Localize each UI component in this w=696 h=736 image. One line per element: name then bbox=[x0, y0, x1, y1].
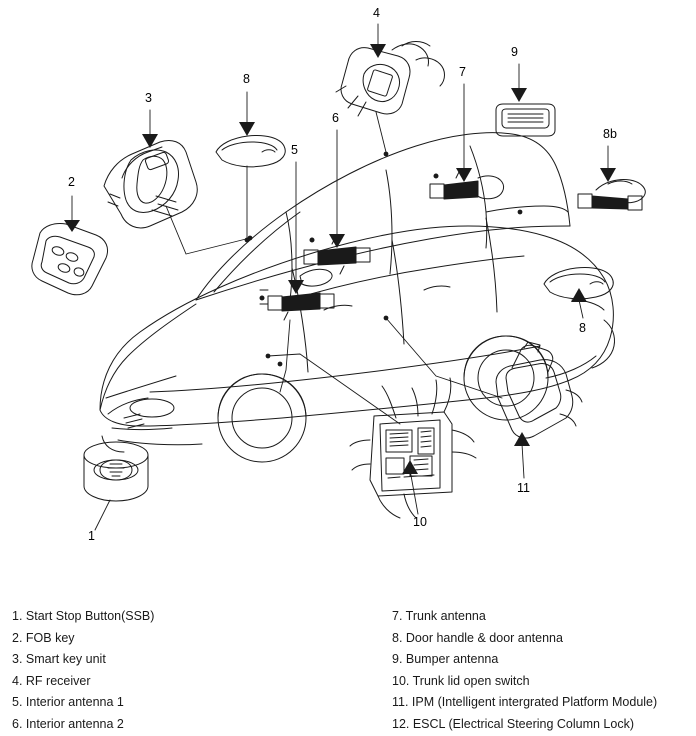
legend-item: 9. Bumper antenna bbox=[392, 652, 499, 666]
legend-item: 2. FOB key bbox=[12, 630, 75, 645]
legend-item: 4. RF receiver bbox=[12, 673, 91, 688]
callout-number-8-bottom: 8 bbox=[579, 321, 586, 335]
legend-item: 10. Trunk lid open switch bbox=[392, 673, 530, 688]
part-rf-receiver bbox=[336, 42, 445, 117]
part-escl bbox=[496, 342, 582, 438]
callout-number-7: 7 bbox=[459, 65, 466, 79]
part-bumper-antenna bbox=[578, 179, 645, 210]
legend-item: 7. Trunk antenna bbox=[392, 609, 486, 623]
part-fob-key bbox=[32, 223, 108, 294]
legend bbox=[0, 606, 696, 736]
callout-number-9: 8b bbox=[603, 127, 617, 141]
callout-number-10: 9 bbox=[511, 45, 518, 59]
legend-item: 6. Interior antenna 2 bbox=[12, 716, 124, 731]
legend-column-right bbox=[392, 606, 692, 735]
legend-column-left bbox=[12, 606, 382, 735]
callout-number-4: 4 bbox=[373, 6, 380, 20]
part-door-handle-antenna-top bbox=[216, 135, 285, 166]
part-ipm-module bbox=[350, 378, 476, 518]
legend-item: 1. Start Stop Button(SSB) bbox=[12, 609, 155, 623]
callout-number-12: 11 bbox=[517, 481, 530, 495]
callout-number-8-top: 8 bbox=[243, 72, 250, 86]
callout-number-3: 3 bbox=[145, 91, 152, 105]
callout-number-6: 6 bbox=[332, 111, 339, 125]
part-trunk-lid-open-switch bbox=[496, 104, 555, 136]
part-smart-key-unit bbox=[104, 140, 197, 227]
legend-item: 3. Smart key unit bbox=[12, 652, 106, 666]
callout-number-2: 2 bbox=[68, 175, 75, 189]
callout-number-1: 1 bbox=[88, 529, 95, 543]
legend-item: 5. Interior antenna 1 bbox=[12, 695, 124, 709]
legend-item: 8. Door handle & door antenna bbox=[392, 630, 563, 645]
callout-number-11: 10 bbox=[413, 515, 427, 529]
callout-number-5: 5 bbox=[291, 143, 298, 157]
legend-item: 11. IPM (Intelligent intergrated Platform Module) bbox=[392, 695, 658, 709]
legend-item: 12. ESCL (Electrical Steering Column Lock) bbox=[392, 716, 634, 731]
